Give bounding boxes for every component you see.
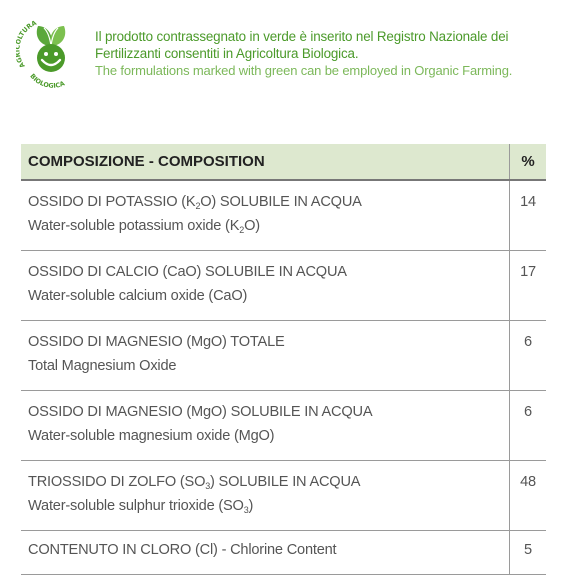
component-name-en: Water-soluble potassium oxide $(K_2O)$ (28, 218, 260, 235)
component-name-en: Water-soluble sulphur trioxide $(SO_3)$ (28, 498, 254, 515)
percent-value: 6 (510, 321, 547, 391)
composition-header: COMPOSIZIONE - COMPOSITION (21, 144, 510, 180)
component-name-it: OSSIDO DI CALCIO (CaO) SOLUBILE IN ACQUA (28, 264, 347, 280)
component-cell (21, 251, 510, 321)
table-row (21, 321, 546, 391)
organic-notice (95, 28, 560, 79)
table-row (21, 391, 546, 461)
component-cell (21, 180, 510, 251)
organic-farming-logo (16, 16, 86, 90)
table-row (21, 531, 546, 575)
composition-table (21, 144, 546, 575)
component-cell (21, 391, 510, 461)
table-row (21, 180, 546, 251)
svg-text:BIOLOGICA: BIOLOGICA (28, 72, 66, 90)
table-row (21, 461, 546, 531)
component-cell: CONTENUTO IN CLORO (Cl) - Chlorine Content (21, 531, 510, 575)
percent-value: 17 (510, 251, 547, 321)
component-name-it: OSSIDO DI POTASSIO $(K_2O)$ SOLUBILE IN ACQUA (28, 194, 362, 211)
component-name-it: OSSIDO DI MAGNESIO (MgO) TOTALE (28, 334, 285, 350)
component-name-it: TRIOSSIDO DI ZOLFO $(SO_3)$ SOLUBILE IN ACQUA (28, 474, 361, 491)
percent-value: 14 (510, 180, 547, 251)
svg-text:AGRICOLTURA: A LTURA (16, 18, 38, 70)
component-cell (21, 461, 510, 531)
component-name-it: OSSIDO DI MAGNESIO (MgO) SOLUBILE IN ACQUA (28, 404, 373, 420)
table-row (21, 251, 546, 321)
percent-value: 6 (510, 391, 547, 461)
component-name-en: Total Magnesium Oxide (28, 358, 177, 374)
table-header-row (21, 144, 546, 180)
notice-italian: Il prodotto contrassegnato in verde è inserito nel Registro Nazionale dei Fertilizzanti consentiti in Agricoltura Biologica. (95, 29, 509, 61)
leaf-smile-icon (16, 16, 86, 90)
percent-value: 5 (510, 531, 547, 575)
percent-value: 48 (510, 461, 547, 531)
component-name-en: Water-soluble calcium oxide (CaO) (28, 288, 248, 304)
notice-english: The formulations marked with green can be employed in Organic Farming. (95, 63, 513, 78)
percent-header: % (510, 144, 547, 180)
component-name-en: Water-soluble magnesium oxide (MgO) (28, 428, 275, 444)
component-cell (21, 321, 510, 391)
